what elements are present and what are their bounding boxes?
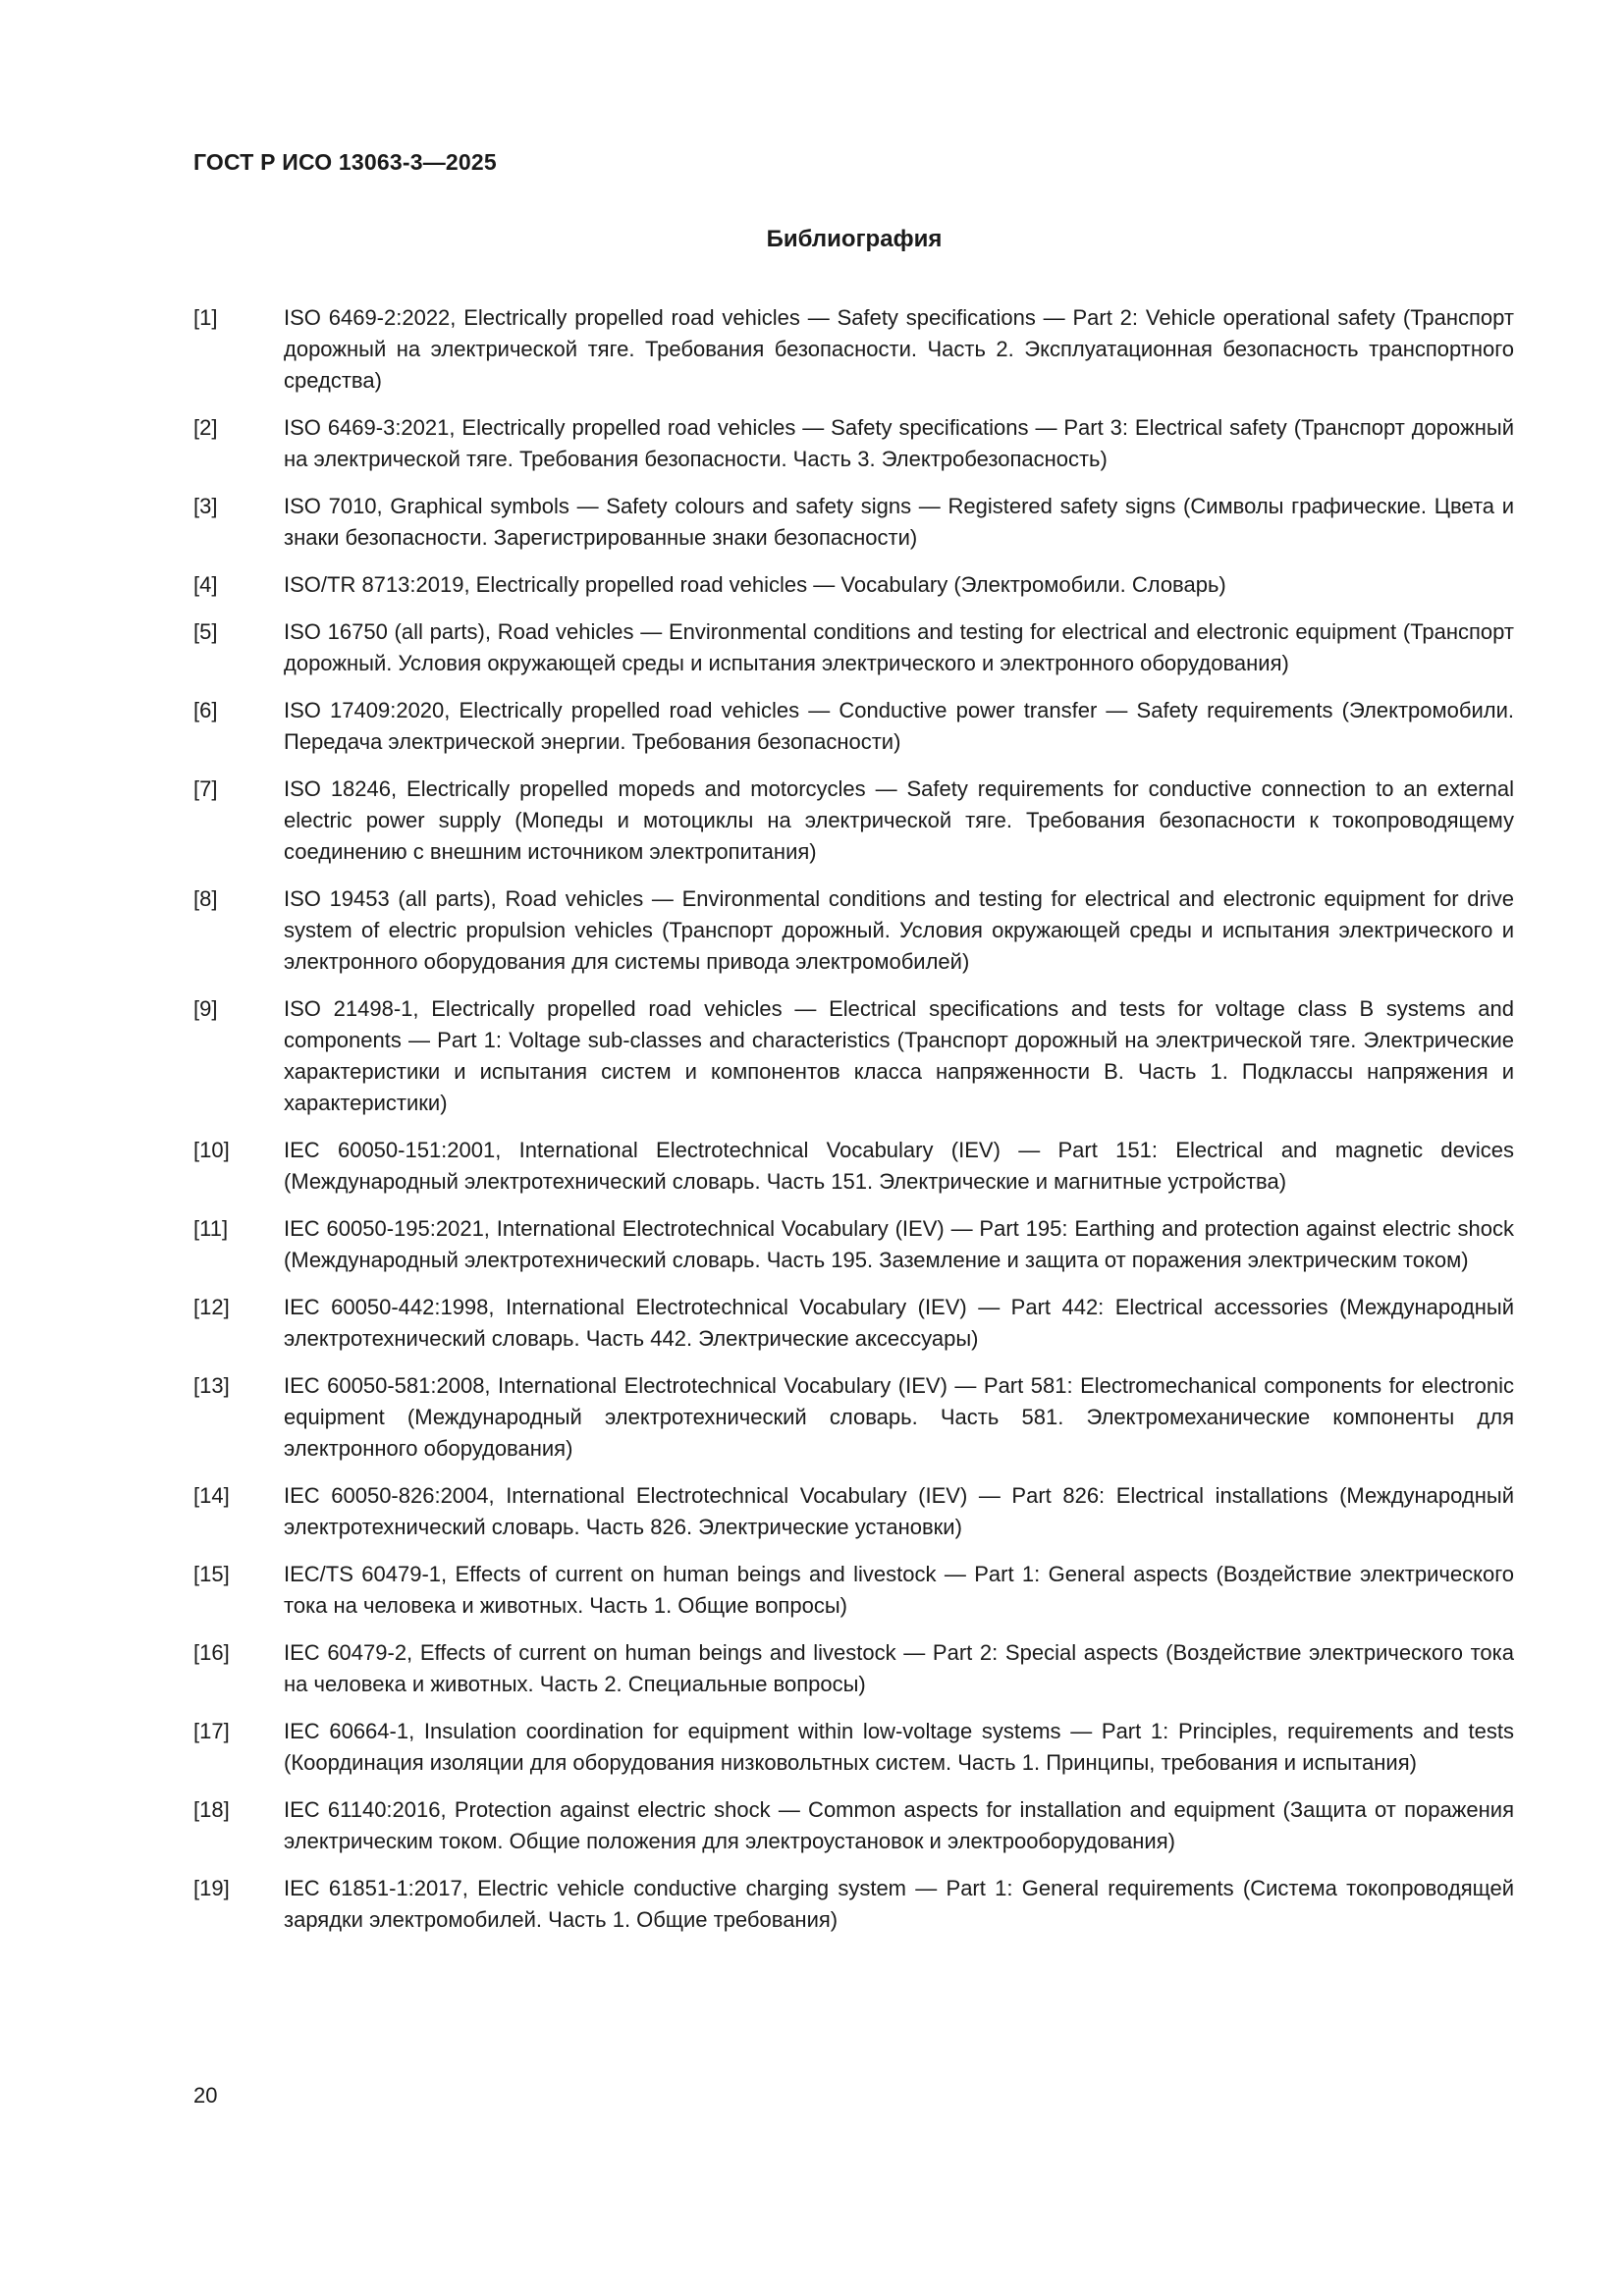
reference-number: [5]	[193, 619, 218, 644]
reference-number: [14]	[193, 1483, 230, 1508]
reference-text: ISO 17409:2020, Electrically propelled road vehicles — Conductive power transfer — Safety requirements (Электромобили. Передача электрической энергии. Требования безопасности)	[284, 698, 1514, 754]
reference-text: IEC 60050-442:1998, International Electrotechnical Vocabulary (IEV) — Part 442: Electrical accessories (Международный электротехнический словарь. Часть 442. Электрические аксессуары)	[284, 1295, 1514, 1351]
reference-text: ISO 7010, Graphical symbols — Safety colours and safety signs — Registered safety signs (Символы графические. Цвета и знаки безопасности. Зарегистрированные знаки безопасности)	[284, 494, 1514, 550]
reference-item	[193, 883, 1514, 978]
reference-item	[193, 1559, 1514, 1622]
reference-item	[193, 569, 1514, 601]
reference-text: ISO 19453 (all parts), Road vehicles — Environmental conditions and testing for electrical and electronic equipment for drive system of electric propulsion vehicles (Транспорт дорожный. Условия окружающей среды и испытания электрического и электронного оборудования для системы привода электромобилей)	[284, 886, 1514, 974]
reference-item	[193, 1716, 1514, 1779]
reference-text: ISO/TR 8713:2019, Electrically propelled road vehicles — Vocabulary (Электромобили. Словарь)	[284, 572, 1226, 597]
reference-number: [18]	[193, 1797, 230, 1822]
reference-text: IEC/TS 60479-1, Effects of current on human beings and livestock — Part 1: General aspects (Воздействие электрического тока на человека и животных. Часть 1. Общие вопросы)	[284, 1562, 1514, 1618]
reference-number: [7]	[193, 776, 218, 801]
reference-item	[193, 302, 1514, 397]
reference-text: IEC 61851-1:2017, Electric vehicle conductive charging system — Part 1: General requirements (Система токопроводящей зарядки электромобилей. Часть 1. Общие требования)	[284, 1876, 1514, 1932]
reference-text: IEC 60050-826:2004, International Electrotechnical Vocabulary (IEV) — Part 826: Electrical installations (Международный электротехнический словарь. Часть 826. Электрические установки)	[284, 1483, 1514, 1539]
reference-number: [4]	[193, 572, 218, 597]
reference-text: ISO 18246, Electrically propelled mopeds and motorcycles — Safety requirements for conductive connection to an external electric power supply (Мопеды и мотоциклы на электрической тяге. Требования безопасности к токопроводящему соединению с внешним источником электропитания)	[284, 776, 1514, 864]
reference-number: [15]	[193, 1562, 230, 1586]
reference-item	[193, 1213, 1514, 1276]
reference-item	[193, 1637, 1514, 1700]
reference-item	[193, 1873, 1514, 1936]
reference-text: IEC 60479-2, Effects of current on human beings and livestock — Part 2: Special aspects (Воздействие электрического тока на человека и животных. Часть 2. Специальные вопросы)	[284, 1640, 1514, 1696]
reference-item	[193, 616, 1514, 679]
reference-number: [3]	[193, 494, 218, 518]
reference-text: ISO 16750 (all parts), Road vehicles — Environmental conditions and testing for electrical and electronic equipment (Транспорт дорожный. Условия окружающей среды и испытания электрического и электронного оборудования)	[284, 619, 1514, 675]
reference-text: IEC 60050-151:2001, International Electrotechnical Vocabulary (IEV) — Part 151: Electrical and magnetic devices (Международный электротехнический словарь. Часть 151. Электрические и магнитные устройства)	[284, 1138, 1514, 1194]
reference-text: ISO 6469-2:2022, Electrically propelled road vehicles — Safety specifications — Part 2: Vehicle operational safety (Транспорт дорожный на электрической тяге. Требования безопасности. Часть 2. Эксплуатационная безопасность транспортного средства)	[284, 305, 1514, 393]
reference-number: [8]	[193, 886, 218, 911]
reference-text: IEC 60050-195:2021, International Electrotechnical Vocabulary (IEV) — Part 195: Earthing and protection against electric shock (Международный электротехнический словарь. Часть 195. Заземление и защита от поражения электрическим током)	[284, 1216, 1514, 1272]
reference-item	[193, 1292, 1514, 1355]
reference-text: IEC 60664-1, Insulation coordination for equipment within low-voltage systems — Part 1: Principles, requirements and tests (Координация изоляции для оборудования низковольтных систем. Часть 1. Принципы, требования и испытания)	[284, 1719, 1514, 1775]
reference-item	[193, 695, 1514, 758]
reference-item	[193, 1794, 1514, 1857]
document-header: ГОСТ Р ИСО 13063-3—2025	[193, 149, 497, 175]
reference-number: [19]	[193, 1876, 230, 1900]
reference-text: ISO 6469-3:2021, Electrically propelled road vehicles — Safety specifications — Part 3: Electrical safety (Транспорт дорожный на электрической тяге. Требования безопасности. Часть 3. Электробезопасность)	[284, 415, 1514, 471]
reference-item	[193, 1480, 1514, 1543]
reference-item	[193, 412, 1514, 475]
reference-text: IEC 60050-581:2008, International Electrotechnical Vocabulary (IEV) — Part 581: Electromechanical components for electronic equipment (Международный электротехнический словарь. Часть 581. Электромеханические компоненты для электронного оборудования)	[284, 1373, 1514, 1461]
reference-number: [17]	[193, 1719, 230, 1743]
page-number: 20	[193, 2083, 218, 2108]
reference-number: [11]	[193, 1216, 229, 1241]
reference-item	[193, 1370, 1514, 1465]
reference-item	[193, 1135, 1514, 1198]
reference-item	[193, 993, 1514, 1119]
reference-text: ISO 21498-1, Electrically propelled road vehicles — Electrical specifications and tests for voltage class B systems and components — Part 1: Voltage sub-classes and characteristics (Транспорт дорожный на электрической тяге. Электрические характеристики и испытания систем и компонентов класса напряженности B. Часть 1. Подклассы напряжения и характеристики)	[284, 996, 1514, 1115]
reference-text: IEC 61140:2016, Protection against electric shock — Common aspects for installation and equipment (Защита от поражения электрическим током. Общие положения для электроустановок и электрооборудования)	[284, 1797, 1514, 1853]
reference-number: [6]	[193, 698, 218, 722]
reference-item	[193, 774, 1514, 868]
reference-number: [10]	[193, 1138, 230, 1162]
reference-item	[193, 491, 1514, 554]
reference-number: [16]	[193, 1640, 230, 1665]
reference-number: [2]	[193, 415, 218, 440]
reference-number: [12]	[193, 1295, 230, 1319]
reference-number: [13]	[193, 1373, 230, 1398]
reference-number: [9]	[193, 996, 218, 1021]
bibliography-title: Библиография	[766, 226, 943, 252]
bibliography-list	[193, 302, 1514, 1951]
reference-number: [1]	[193, 305, 218, 330]
